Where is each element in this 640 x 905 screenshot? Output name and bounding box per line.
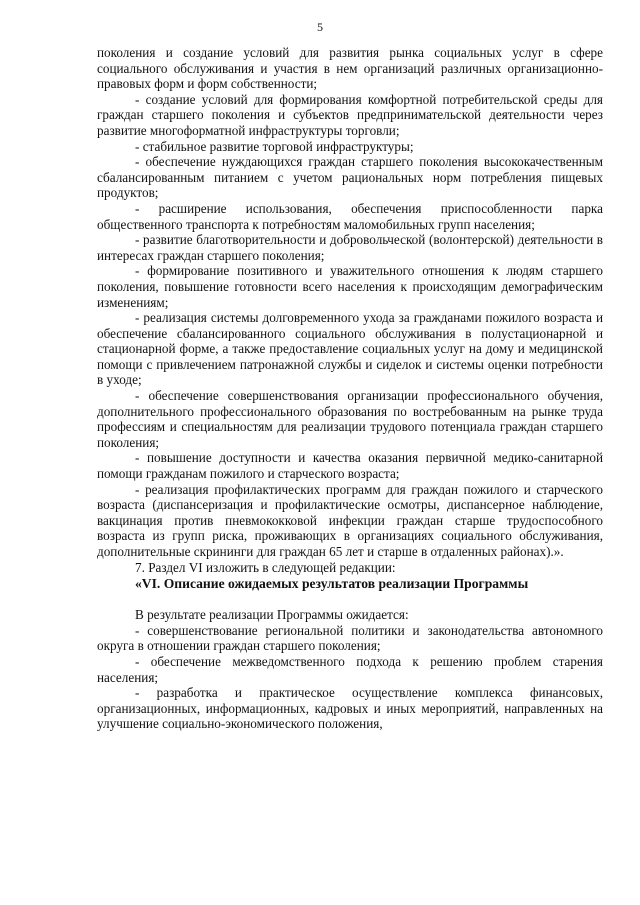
list-item: - стабильное развитие торговой инфраструктуры; xyxy=(135,138,414,154)
list-item: - расширение использования, обеспечения приспособленности парка общественного транспорта к потребностям маломобильных групп населения; xyxy=(97,200,603,232)
list-item: - разработка и практическое осуществление комплекса финансовых, организационных, информационных, кадровых и иных мероприятий, направленных на улучшение социально-экономического положения, xyxy=(97,685,603,732)
list-item: - повышение доступности и качества оказания первичной медико-санитарной помощи гражданам пожилого и старческого возраста; xyxy=(97,450,603,482)
list-item: - формирование позитивного и уважительного отношения к людям старшего поколения, повышение готовности всего населения к происходящим демографическим изменениям; xyxy=(97,263,603,310)
page-number: 5 xyxy=(317,20,323,34)
list-item: - обеспечение совершенствования организации профессионального обучения, дополнительного профессионального образования по востребованным на рынке труда профессиям и специальностям для реализации трудового потенциала граждан старшего поколения; xyxy=(97,388,603,450)
list-item: - совершенствование региональной политики и законодательства автономного округа в отношении граждан старшего поколения; xyxy=(97,622,603,654)
list-item: - реализация системы долговременного ухода за гражданами пожилого возраста и обеспечение сбалансированного социального обслуживания в полустационарной и стационарной форме, а также предоставление социальных услуг на дому и медицинской помощи с привлечением патронажной службы и сиделок и системы оценки потребности в уходе; xyxy=(97,310,603,388)
list-item: - реализация профилактических программ для граждан пожилого и старческого возраста (диспансеризация и профилактические осмотры, диспансерное наблюдение, вакцинация против пневмококковой инфекции граждан старше трудоспособного возраста из групп риска, проживающих в организациях социального обслуживания, дополнительные скрининги для граждан 65 лет и старше в отдаленных районах).». xyxy=(97,481,603,559)
list-item: - обеспечение нуждающихся граждан старшего поколения высококачественным сбалансированным питанием с учетом рациональных норм потребления пищевых продуктов; xyxy=(97,154,603,201)
paragraph: В результате реализации Программы ожидается: xyxy=(135,607,409,623)
spacer xyxy=(97,593,603,607)
paragraph: поколения и создание условий для развития рынка социальных услуг в сфере социального обслуживания и участия в нем организаций различных организационно-правовых форм и форм собственности; xyxy=(97,45,603,92)
section-heading: «VI. Описание ожидаемых результатов реализации Программы xyxy=(135,576,529,592)
list-item: - обеспечение межведомственного подхода к решению проблем старения населения; xyxy=(97,653,603,685)
list-item: - развитие благотворительности и добровольческой (волонтерской) деятельности в интересах граждан старшего поколения; xyxy=(97,232,603,263)
list-item: - создание условий для формирования комфортной потребительской среды для граждан старшего поколения и субъектов предпринимательской деятельности через развитие многоформатной инфраструктуры торговли; xyxy=(97,91,603,138)
document-body xyxy=(97,45,603,732)
amendment-paragraph: 7. Раздел VI изложить в следующей редакции: xyxy=(135,559,396,575)
